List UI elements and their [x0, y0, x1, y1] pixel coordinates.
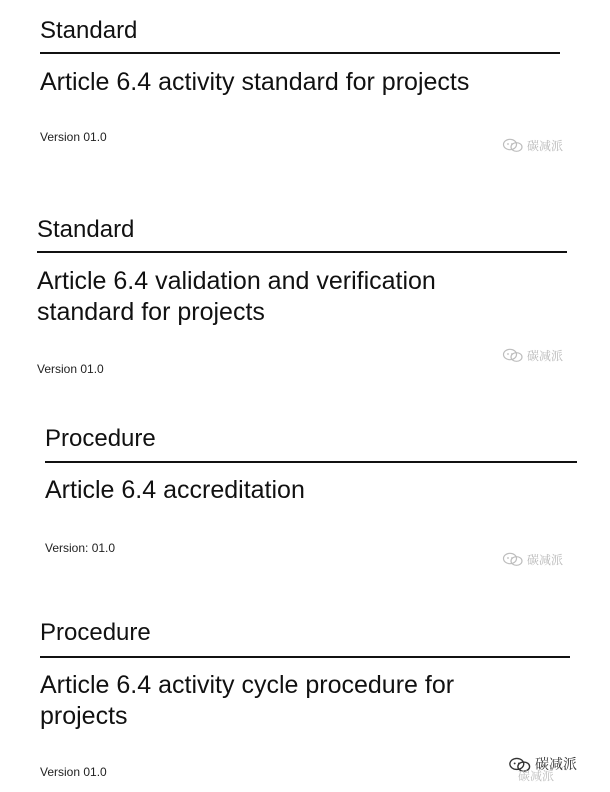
- wechat-logo-icon: [502, 552, 524, 567]
- document-version: Version 01.0: [40, 130, 107, 144]
- document-type: Standard: [37, 216, 135, 243]
- document-version: Version: 01.0: [45, 541, 116, 555]
- document-type: Procedure: [40, 619, 151, 646]
- watermark-text: 碳减派: [527, 138, 564, 153]
- document-type: Procedure: [45, 425, 156, 452]
- document-title: Article 6.4 accreditation: [45, 476, 305, 504]
- document-version: Version 01.0: [40, 765, 107, 779]
- wechat-logo-icon: [502, 348, 524, 363]
- document-title: Article 6.4 validation and verification standard for projects: [37, 267, 436, 326]
- divider-line: [40, 656, 570, 658]
- watermark: [502, 348, 563, 363]
- watermark: [508, 757, 577, 783]
- document-title: Article 6.4 activity standard for projects: [40, 68, 470, 96]
- watermark-ghost-text: 碳减派: [518, 769, 555, 783]
- divider-line: [45, 461, 577, 463]
- wechat-logo-icon: [502, 138, 524, 153]
- document-type: Standard: [40, 17, 138, 44]
- watermark-text: 碳减派: [527, 552, 564, 567]
- divider-line: [37, 251, 567, 253]
- divider-line: [40, 52, 560, 54]
- document-title: Article 6.4 activity cycle procedure for projects: [40, 671, 455, 730]
- watermark: [502, 138, 563, 153]
- document-version: Version 01.0: [37, 362, 104, 376]
- watermark-text: 碳减派: [535, 757, 577, 773]
- watermark: [502, 552, 563, 567]
- watermark-text: 碳减派: [527, 348, 564, 363]
